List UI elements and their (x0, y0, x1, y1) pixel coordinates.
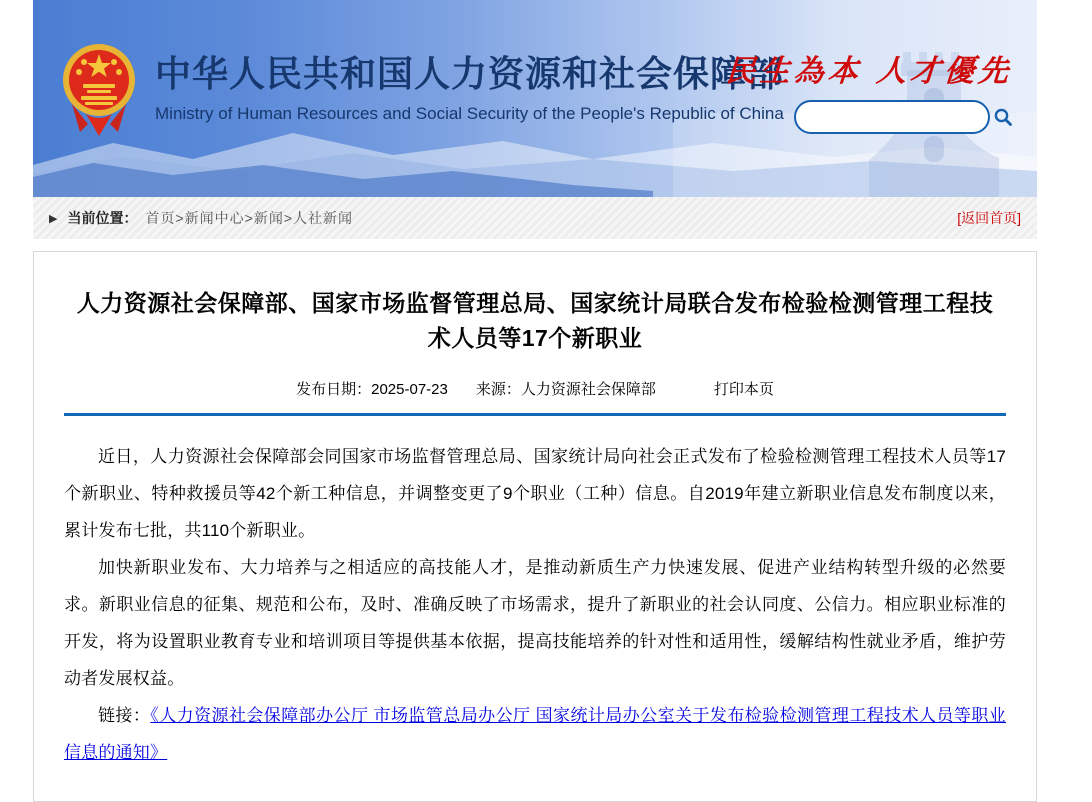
article-paragraph: 近日，人力资源社会保障部会同国家市场监督管理总局、国家统计局向社会正式发布了检验检测管理工程技术人员等17个新职业、特种救援员等42个新工种信息，并调整变更了9个职业（工种）信息。自2019年建立新职业信息发布制度以来，累计发布七批，共110个新职业。 (64, 447, 1006, 540)
article-container (33, 251, 1037, 802)
publish-date-label: 发布日期： (296, 381, 372, 398)
article-paragraph: 加快新职业发布、大力培养与之相适应的高技能人才，是推动新质生产力快速发展、促进产业结构转型升级的必然要求。新职业信息的征集、规范和公布，及时、准确反映了市场需求，提升了新职业的社会认同度、公信力。相应职业标准的开发，将为设置职业教育专业和培训项目等提供基本依据，提高技能培养的针对性和适用性，缓解结构性就业矛盾，维护劳动者发展权益。 (64, 558, 1006, 688)
breadcrumb-path[interactable]: 首页>新闻中心>新闻>人社新闻 (145, 210, 353, 226)
publish-date-value: 2025-07-23 (371, 381, 448, 398)
source-value: 人力资源社会保障部 (520, 381, 656, 398)
search-button[interactable] (993, 103, 1013, 131)
title-divider (64, 413, 1006, 416)
slogan-calligraphy: 民生為本 人才優先 (724, 54, 1013, 89)
search-box (794, 100, 990, 134)
article-title: 人力资源社会保障部、国家市场监督管理总局、国家统计局联合发布检验检测管理工程技术人员等17个新职业 (76, 290, 994, 351)
breadcrumb-arrow-icon: ▶ (49, 212, 58, 225)
article-source (476, 378, 656, 399)
return-home-link[interactable]: [返回首页] (957, 210, 1021, 226)
breadcrumb (33, 197, 1037, 239)
notice-document-link[interactable]: 《人力资源社会保障部办公厅 市场监管总局办公厅 国家统计局办公室关于发布检验检测管理工程技术人员等职业信息的通知》 (64, 706, 1006, 762)
article-link-paragraph (64, 697, 1006, 771)
site-title-block (155, 52, 784, 124)
site-banner (33, 0, 1037, 197)
article-meta (64, 378, 1006, 399)
search-icon (993, 107, 1013, 127)
article-body (64, 438, 1006, 771)
site-title-en: Ministry of Human Resources and Social Security of the People's Republic of China (155, 104, 784, 123)
link-label: 链接： (98, 706, 151, 725)
publish-date (296, 378, 448, 399)
print-page-button[interactable]: 打印本页 (713, 381, 774, 398)
site-title-zh: 中华人民共和国人力资源和社会保障部 (155, 53, 785, 94)
source-label: 来源： (475, 381, 521, 398)
breadcrumb-label: 当前位置： (67, 210, 138, 226)
search-input[interactable] (808, 104, 993, 130)
national-emblem-icon (62, 40, 136, 138)
page-container (33, 0, 1037, 802)
